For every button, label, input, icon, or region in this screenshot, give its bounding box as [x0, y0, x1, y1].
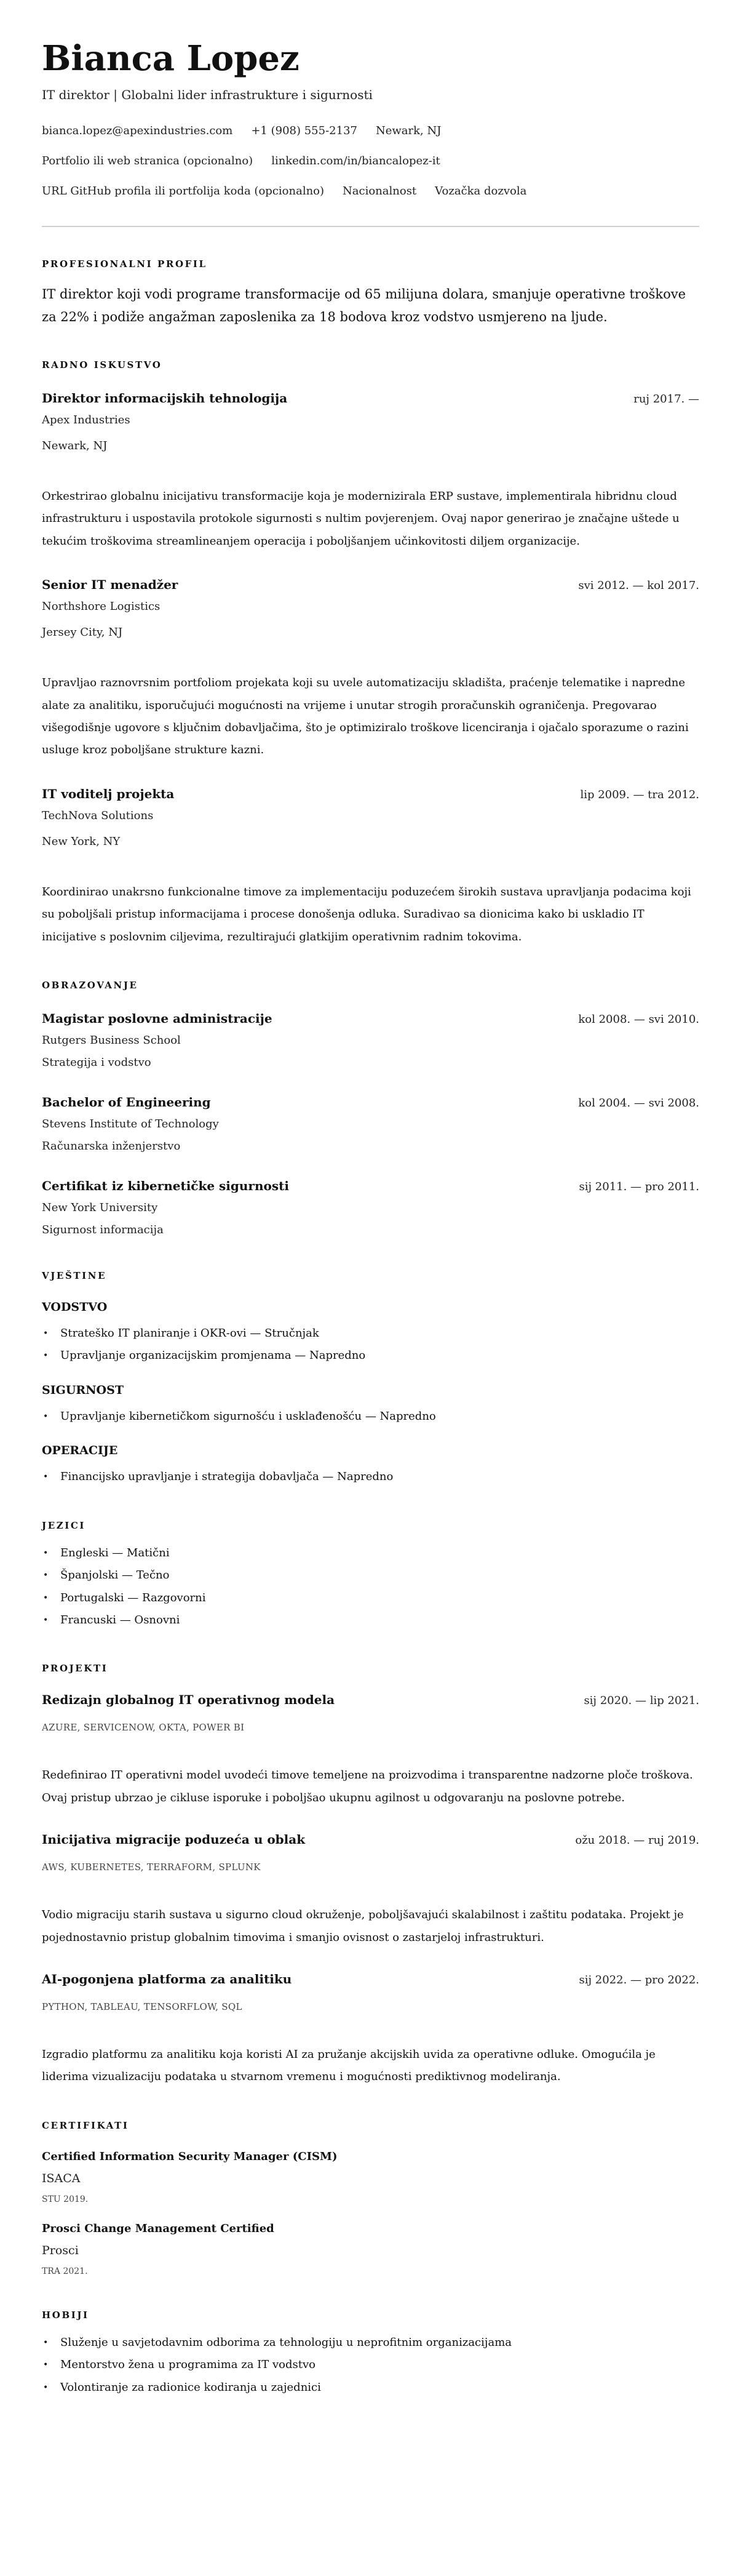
- bullet-icon: •: [43, 1570, 49, 1581]
- entry-date: lip 2009. — tra 2012.: [580, 788, 699, 801]
- bullet-icon: •: [43, 2382, 49, 2393]
- entry-title: Inicijativa migracije poduzeća u oblak: [42, 1832, 306, 1847]
- bullet-icon: •: [43, 2337, 49, 2348]
- skill-group-title: VODSTVO: [42, 1300, 108, 1314]
- skill-item: [42, 1466, 699, 1488]
- candidate-headline: IT direktor | Globalni lider infrastrukture i sigurnosti: [42, 87, 373, 102]
- language-item-list: [42, 1542, 699, 1632]
- github-link[interactable]: URL GitHub profila ili portfolija koda (opcionalno): [42, 185, 325, 198]
- section-heading: CERTIFIKATI: [42, 2119, 129, 2131]
- project-tech-stack: AZURE, SERVICENOW, OKTA, POWER BI: [42, 1722, 245, 1734]
- skill-item-list: [42, 1466, 699, 1488]
- education-school: New York University: [42, 1201, 158, 1215]
- education-field: Računarska inženjerstvo: [42, 1140, 181, 1153]
- job-location: New York, NY: [42, 834, 121, 848]
- job-company: TechNova Solutions: [42, 809, 154, 822]
- job-description: Orkestrirao globalnu inicijativu transformacije koja je modernizirala ERP sustave, implementirala hibridnu cloud infrastrukturu i uspostavila protokole sigurnosti s nultim povjerenjem. Ovaj napor generirao je značajne uštede u tekućim troškovima streamlineanjem operacija i poboljšanjem učinkovitosti diljem organizacije.: [42, 490, 680, 548]
- profile-section: [42, 258, 699, 328]
- language-item: [42, 1609, 699, 1631]
- certification-entry: [42, 2221, 699, 2278]
- location: Newark, NJ: [375, 124, 442, 137]
- entry-title: Redizajn globalnog IT operativnog modela: [42, 1692, 335, 1708]
- profile-summary: IT direktor koji vodi programe transformacije od 65 milijuna dolara, smanjuje operativne troškove za 22% i podiže angažman zaposlenika za 18 bodova kroz vodstvo usmjereno na ljude.: [42, 287, 686, 324]
- section-heading: PROFESIONALNI PROFIL: [42, 258, 207, 270]
- certification-title: Certified Information Security Manager (CISM): [42, 2150, 338, 2163]
- skill-item-list: [42, 1406, 699, 1428]
- entry-date: ruj 2017. —: [633, 393, 699, 406]
- education-school: Rutgers Business School: [42, 1034, 181, 1047]
- projects-section: [42, 1662, 699, 2088]
- bullet-icon: •: [43, 2360, 49, 2370]
- job-entry: [42, 390, 699, 553]
- education-school: Stevens Institute of Technology: [42, 1118, 219, 1131]
- contact-line-3: [42, 183, 699, 200]
- entry-header: [42, 785, 699, 804]
- project-description: Vodio migraciju starih sustava u sigurno cloud okruženje, poboljšavajući skalabilnost i zaštitu podataka. Projekt je pojednostavnio pristup globalnim timovima i smanjio ovisnost o zastarjeloj infrastrukturi.: [42, 1908, 684, 1944]
- project-description: Izgradio platformu za analitiku koja koristi AI za pružanje akcijskih uvida za operativne odluke. Omogućila je liderima vizualizaciju podataka u stvarnom vremenu i mogućnosti prediktivnog modeliranja.: [42, 2047, 656, 2084]
- entry-header: [42, 1691, 699, 1710]
- header-divider: [42, 226, 699, 227]
- hobby-item-list: [42, 2332, 699, 2399]
- language-item-text: Portugalski — Razgovorni: [60, 1591, 206, 1604]
- linkedin-link[interactable]: linkedin.com/in/biancalopez-it: [271, 154, 440, 167]
- entry-title: Magistar poslovne administracije: [42, 1011, 272, 1026]
- language-item: [42, 1564, 699, 1586]
- entry-title: AI-pogonjena platforma za analitiku: [42, 1971, 292, 1986]
- bullet-icon: •: [43, 1472, 49, 1482]
- skill-item-text: Upravljanje organizacijskim promjenama — Napredno: [60, 1349, 366, 1362]
- entry-header: [42, 1094, 699, 1112]
- project-tech-stack: PYTHON, TABLEAU, TENSORFLOW, SQL: [42, 2001, 242, 2012]
- entry-header: [42, 1010, 699, 1028]
- certification-title: Prosci Change Management Certified: [42, 2222, 274, 2235]
- project-entry: [42, 1970, 699, 2089]
- skill-group-title: OPERACIJE: [42, 1444, 118, 1458]
- hobby-item: [42, 2332, 699, 2354]
- job-company: Northshore Logistics: [42, 600, 161, 614]
- candidate-name: Bianca Lopez: [42, 38, 300, 79]
- language-item-text: Engleski — Matični: [60, 1546, 170, 1559]
- entry-title: Direktor informacijskih tehnologija: [42, 391, 288, 406]
- job-entry: [42, 785, 699, 948]
- hobby-item: [42, 2354, 699, 2376]
- hobby-item-text: Služenje u savjetodavnim odborima za tehnologiju u neprofitnim organizacijama: [60, 2335, 512, 2349]
- portfolio-link[interactable]: Portfolio ili web stranica (opcionalno): [42, 154, 253, 167]
- entry-header: [42, 1831, 699, 1849]
- job-company: Apex Industries: [42, 414, 130, 426]
- skill-item: [42, 1345, 699, 1367]
- entry-header: [42, 390, 699, 408]
- email-link[interactable]: bianca.lopez@apexindustries.com: [42, 124, 233, 137]
- entry-date: kol 2008. — svi 2010.: [578, 1013, 699, 1026]
- skill-item-text: Financijsko upravljanje i strategija dobavljača — Napredno: [60, 1470, 394, 1484]
- languages-section: [42, 1519, 699, 1632]
- job-description: Koordinirao unakrsno funkcionalne timove za implementaciju poduzećem širokih sustava upravljanja podacima koji su poboljšali pristup informacijama i procese donošenja odluka. Suradivao sa dionicima kako bi uskladio IT inicijative s poslovnim ciljevima, rezultirajući glatkijim operativnim radnim tokovima.: [42, 885, 691, 943]
- skill-item-text: Upravljanje kibernetičkom sigurnošću i usklađenošću — Napredno: [60, 1409, 436, 1423]
- hobby-item-text: Volontiranje za radionice kodiranja u zajednici: [60, 2380, 321, 2394]
- language-item-text: Španjolski — Tečno: [60, 1569, 170, 1582]
- skills-section: [42, 1270, 699, 1489]
- bullet-icon: •: [43, 1329, 49, 1339]
- education-section: [42, 979, 699, 1239]
- education-entry: [42, 1177, 699, 1239]
- project-entry: [42, 1691, 699, 1809]
- certifications-section: [42, 2119, 699, 2278]
- job-location: Newark, NJ: [42, 439, 108, 452]
- education-entry: [42, 1094, 699, 1155]
- skill-item: [42, 1322, 699, 1345]
- entry-title: Senior IT menadžer: [42, 577, 178, 593]
- entry-date: sij 2020. — lip 2021.: [584, 1694, 699, 1708]
- education-entry: [42, 1010, 699, 1071]
- hobby-item-text: Mentorstvo žena u programima za IT vodstvo: [60, 2358, 315, 2372]
- project-tech-stack: AWS, KUBERNETES, TERRAFORM, SPLUNK: [42, 1862, 261, 1873]
- entry-header: [42, 1177, 699, 1196]
- skill-item-text: Strateško IT planiranje i OKR-ovi — Stručnjak: [60, 1327, 319, 1340]
- bullet-icon: •: [43, 1351, 49, 1361]
- project-entry: [42, 1831, 699, 1949]
- certification-issuer: ISACA: [42, 2171, 81, 2185]
- experience-section: [42, 359, 699, 948]
- section-heading: RADNO ISKUSTVO: [42, 359, 162, 370]
- hobby-item: [42, 2377, 699, 2399]
- entry-title: IT voditelj projekta: [42, 786, 175, 801]
- bullet-icon: •: [43, 1593, 49, 1603]
- bullet-icon: •: [43, 1548, 49, 1558]
- bullet-icon: •: [43, 1411, 49, 1422]
- job-description: Upravljao raznovrsnim portfoliom projekata koji su uvele automatizaciju skladišta, praćenje telematike i napredne alate za analitiku, isporučujući mogućnosti na vrijeme i unutar strogih proračunskih ograničenja. Pregovarao višegodišnje ugovore s ključnim dobavljačima, što je optimiziralo troškove licenciranja i ojačalo sporazume o razini usluge kroz poboljšane strukture kazni.: [42, 676, 689, 757]
- bullet-icon: •: [43, 1615, 49, 1625]
- contact-line-2: [42, 153, 699, 170]
- section-heading: PROJEKTI: [42, 1663, 108, 1674]
- entry-title: Certifikat iz kibernetičke sigurnosti: [42, 1178, 289, 1194]
- certification-entry: [42, 2149, 699, 2206]
- education-field: Strategija i vodstvo: [42, 1056, 151, 1070]
- section-heading: VJEŠTINE: [42, 1270, 107, 1282]
- entry-date: sij 2022. — pro 2022.: [579, 1973, 699, 1986]
- entry-header: [42, 1970, 699, 1989]
- hobbies-section: [42, 2309, 699, 2399]
- contact-line-1: [42, 122, 699, 140]
- skill-group-title: SIGURNOST: [42, 1383, 124, 1397]
- project-description: Redefinirao IT operativni model uvodeći timove temeljene na proizvodima i transparentne nadzorne ploče troškova. Ovaj pristup ubrzao je cikluse isporuke i poboljšao ukupnu agilnost u odgovaranju na poslovne potrebe.: [42, 1769, 693, 1804]
- language-item: [42, 1542, 699, 1564]
- certification-issuer: Prosci: [42, 2243, 79, 2257]
- entry-date: svi 2012. — kol 2017.: [578, 579, 699, 593]
- language-item-text: Francuski — Osnovni: [60, 1613, 180, 1626]
- section-heading: OBRAZOVANJE: [42, 980, 138, 991]
- job-entry: [42, 576, 699, 762]
- entry-header: [42, 576, 699, 594]
- certification-date: STU 2019.: [42, 2194, 89, 2204]
- nationality: Nacionalnost: [343, 185, 417, 198]
- phone-number[interactable]: +1 (908) 555-2137: [251, 124, 357, 137]
- language-item: [42, 1587, 699, 1609]
- job-location: Jersey City, NJ: [42, 626, 123, 639]
- entry-date: kol 2004. — svi 2008.: [578, 1097, 699, 1110]
- entry-title: Bachelor of Engineering: [42, 1095, 211, 1110]
- entry-date: sij 2011. — pro 2011.: [579, 1180, 699, 1194]
- skill-item: [42, 1406, 699, 1428]
- drivers-license: Vozačka dozvola: [435, 185, 527, 198]
- education-field: Sigurnost informacija: [42, 1223, 164, 1237]
- certification-date: TRA 2021.: [42, 2266, 88, 2276]
- entry-date: ožu 2018. — ruj 2019.: [575, 1834, 699, 1847]
- resume-header: [42, 39, 699, 200]
- section-heading: JEZICI: [42, 1519, 86, 1531]
- section-heading: HOBIJI: [42, 2309, 89, 2321]
- skill-item-list: [42, 1322, 699, 1367]
